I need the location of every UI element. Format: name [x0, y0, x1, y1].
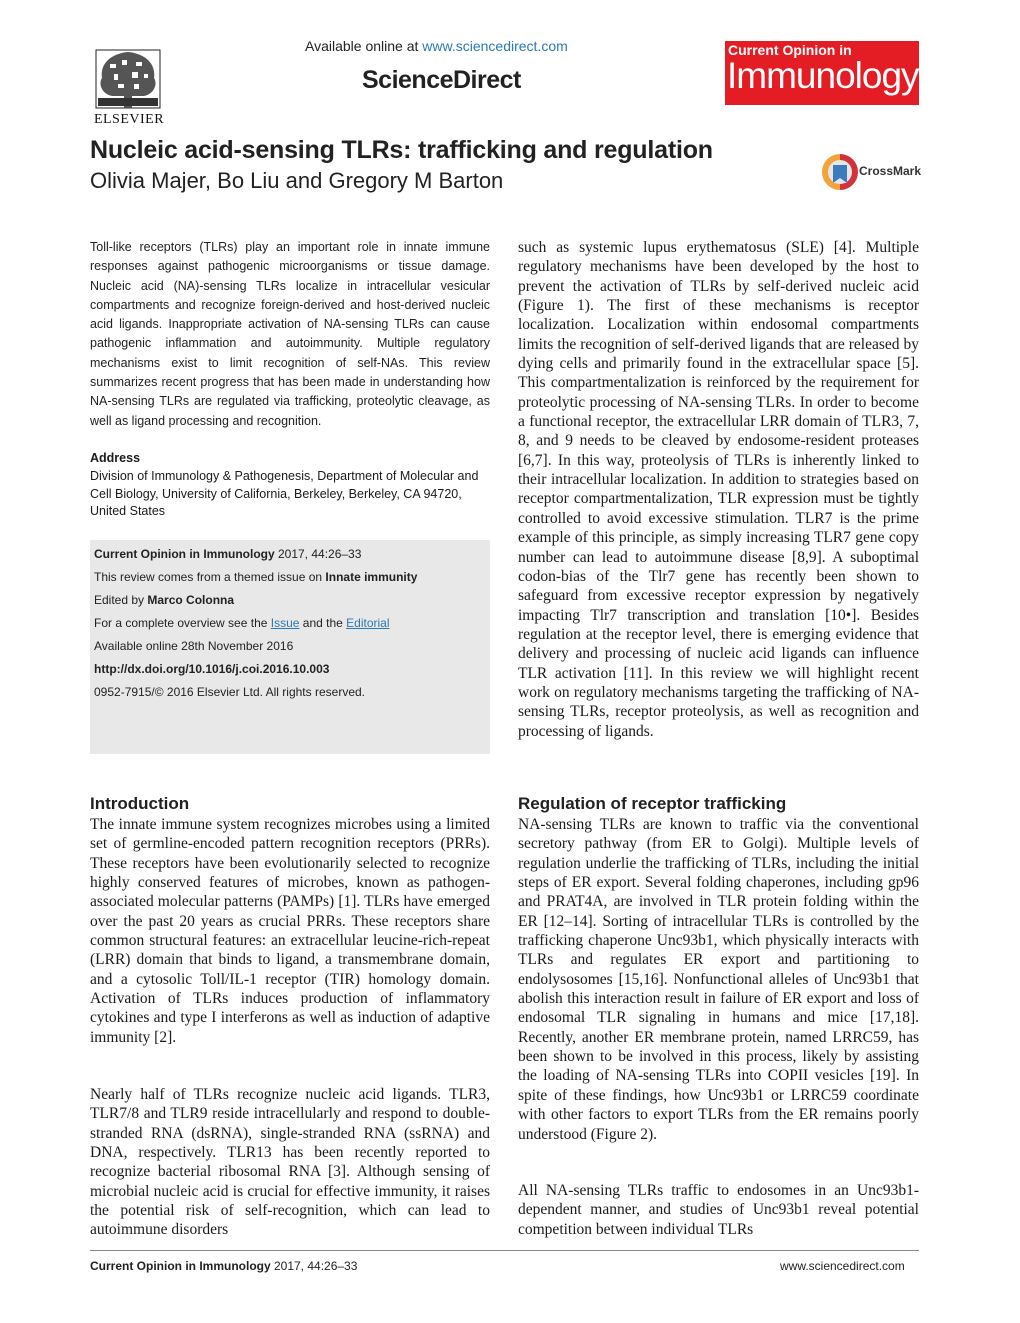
introduction-heading: Introduction — [90, 794, 190, 813]
info-editor — [94, 593, 234, 607]
article-authors: Olivia Majer, Bo Liu and Gregory M Barton — [90, 168, 504, 193]
info-volume: 2017, 44:26–33 — [274, 547, 362, 561]
footer-volume: 2017, 44:26–33 — [270, 1259, 358, 1273]
regulation-paragraph: NA-sensing TLRs are known to traffic via the conventional secretory pathway (from ER to Golgi). Multiple levels of regulation underlie the trafficking of TLRs, including the initial steps of ER export. Several folding chaperones, including gp96 and PRAT4A, are involved in TLR protein folding within the ER [12–14]. Sorting of intracellular TLRs is controlled by the trafficking chaperone Unc93b1, which physically interacts with TLRs and regulates ER export and partitioning to endolysosomes [15,16]. Nonfunctional alleles of Unc93b1 that abolish this interaction result in failure of ER export and loss of endosomal TLR signaling in humans and mice [17,18]. Recently, another ER membrane protein, named LRRC59, has been shown to be involved in this process, likely by assisting the loading of NA-sensing TLRs into COPII vesicles [19]. In spite of these findings, how Unc93b1 or LRRC59 coordinate with other factors to export TLRs from the ER remains poorly understood (Figure 2). — [518, 816, 919, 1143]
crossmark-badge[interactable] — [822, 153, 922, 193]
info-copyright: 0952-7915/© 2016 Elsevier Ltd. All rights reserved. — [94, 685, 365, 699]
introduction-paragraph: Nearly half of TLRs recognize nucleic acid ligands. TLR3, TLR7/8 and TLR9 reside intracellularly and respond to double-stranded RNA (dsRNA), single-stranded RNA (ssRNA) and DNA, respectively. TLR13 has been recently reported to recognize bacterial ribosomal RNA [3]. Although sensing of microbial nucleic acid is crucial for effective immunity, it raises the potential risk of self-recognition, which can lead to autoimmune disorders — [90, 1086, 490, 1239]
info-available-online: Available online 28th November 2016 — [94, 639, 294, 653]
journal-badge — [725, 41, 919, 105]
editorial-link[interactable]: Editorial — [346, 616, 390, 630]
footer-journal: Current Opinion in Immunology — [90, 1259, 271, 1273]
address-heading: Address — [90, 451, 141, 465]
address-line: Cell Biology, University of California, Berkeley, Berkeley, CA 94720, — [90, 486, 462, 501]
regulation-heading: Regulation of receptor trafficking — [518, 794, 787, 813]
regulation-paragraph: All NA-sensing TLRs traffic to endosomes in an Unc93b1-dependent manner, and studies of Unc93b1 reveal potential competition between individual TLRs — [518, 1182, 919, 1238]
available-online-label: Available online at — [305, 38, 423, 54]
footer-url[interactable]: www.sciencedirect.com — [780, 1259, 905, 1273]
address-line: Division of Immunology & Pathogenesis, Department of Molecular and — [90, 469, 479, 483]
crossmark-icon — [822, 153, 858, 191]
footer-citation — [90, 1259, 357, 1273]
article-info-box — [90, 540, 490, 754]
info-overview — [94, 616, 390, 630]
info-themed-topic: Innate immunity — [325, 570, 418, 584]
journal-badge-title: Immunology — [727, 55, 919, 96]
publisher-name: ELSEVIER — [93, 112, 165, 127]
info-overview-label: For a complete overview see the — [94, 616, 271, 630]
info-themed-issue — [94, 570, 417, 584]
address-body — [90, 468, 490, 521]
body-paragraph: such as systemic lupus erythematosus (SLE) [4]. Multiple regulatory mechanisms have been developed by the host to prevent the activation of TLRs by self-derived nucleic acid (Figure 1). The first of these mechanisms is receptor localization. Localization within endosomal compartments limits the recognition of self-derived ligands that are released by dying cells and primarily found in the extracellular space [5]. This compartmentalization is reinforced by the requirement for proteolytic processing of NA-sensing TLRs. In order to become a functional receptor, the extracellular LRR domain of TLR3, 7, 8, and 9 needs to be cleaved by endosome-resident proteases [6,7]. In this way, proteolysis of TLRs is inherently linked to their intracellular localization. In addition to strategies based on receptor compartmentalization, TLR expression must be tightly controlled to avoid excessive stimulation. TLR7 is the prime example of this principle, as simply increasing TLR7 gene copy number can lead to autoimmune disease [8,9]. A suboptimal codon-bias of the Tlr7 gene has recently been shown to safeguard from excessive receptor expression by negatively impacting Tlr7 transcription and translation [10•]. Besides regulation at the receptor level, there is emerging evidence that delivery and processing of nucleic acid ligands can influence TLR activation [11]. In this review we will highlight recent work on regulatory mechanisms targeting the trafficking of NA-sensing TLRs, receptor proteolysis, as well as recognition and processing of ligands. — [518, 239, 919, 740]
available-online-line — [305, 38, 568, 54]
crossmark-label: CrossMark — [859, 164, 922, 178]
info-themed-label: This review comes from a themed issue on — [94, 570, 326, 584]
footer-divider — [90, 1250, 919, 1251]
abstract: Toll-like receptors (TLRs) play an important role in innate immune responses against pathogenic microorganisms or tissue damage. Nucleic acid (NA)-sensing TLRs localize in intracellular vesicular compartments and recognize foreign-derived and host-derived nucleic acid ligands. Inappropriate activation of NA-sensing TLRs can cause pathogenic inflammation and autoimmunity. Multiple regulatory mechanisms exist to limit recognition of self-NAs. This review summarizes recent progress that has been made in understanding how NA-sensing TLRs are regulated via trafficking, proteolytic cleavage, as well as ligand processing and recognition. — [90, 240, 490, 428]
address-line: United States — [90, 504, 166, 518]
article-title: Nucleic acid-sensing TLRs: trafficking and regulation — [90, 136, 713, 164]
journal-badge-subtitle: Current Opinion in — [728, 42, 852, 58]
info-citation — [94, 547, 361, 561]
info-overview-mid: and the — [299, 616, 347, 630]
sciencedirect-link[interactable]: www.sciencedirect.com — [422, 38, 568, 54]
info-journal: Current Opinion in Immunology — [94, 547, 275, 561]
sciencedirect-wordmark: ScienceDirect — [362, 66, 521, 94]
info-editor-name: Marco Colonna — [147, 593, 235, 607]
issue-link[interactable]: Issue — [270, 616, 300, 630]
introduction-paragraph: The innate immune system recognizes microbes using a limited set of germline-encoded pattern recognition receptors (PRRs). These receptors have been evolutionarily selected to recognize highly conserved features of microbes, known as pathogen-associated molecular patterns (PAMPs) [1]. TLRs have emerged over the past 20 years as crucial PRRs. These receptors share common structural features: an extracellular leucine-rich-repeat (LRR) domain that binds to ligand, a transmembrane domain, and a cytosolic Toll/IL-1 receptor (TIR) homology domain. Activation of TLRs induces production of inflammatory cytokines and type I interferons as well as induction of adaptive immunity [2]. — [90, 816, 490, 1046]
doi-link[interactable]: http://dx.doi.org/10.1016/j.coi.2016.10.003 — [94, 662, 330, 676]
info-edited-label: Edited by — [94, 593, 148, 607]
